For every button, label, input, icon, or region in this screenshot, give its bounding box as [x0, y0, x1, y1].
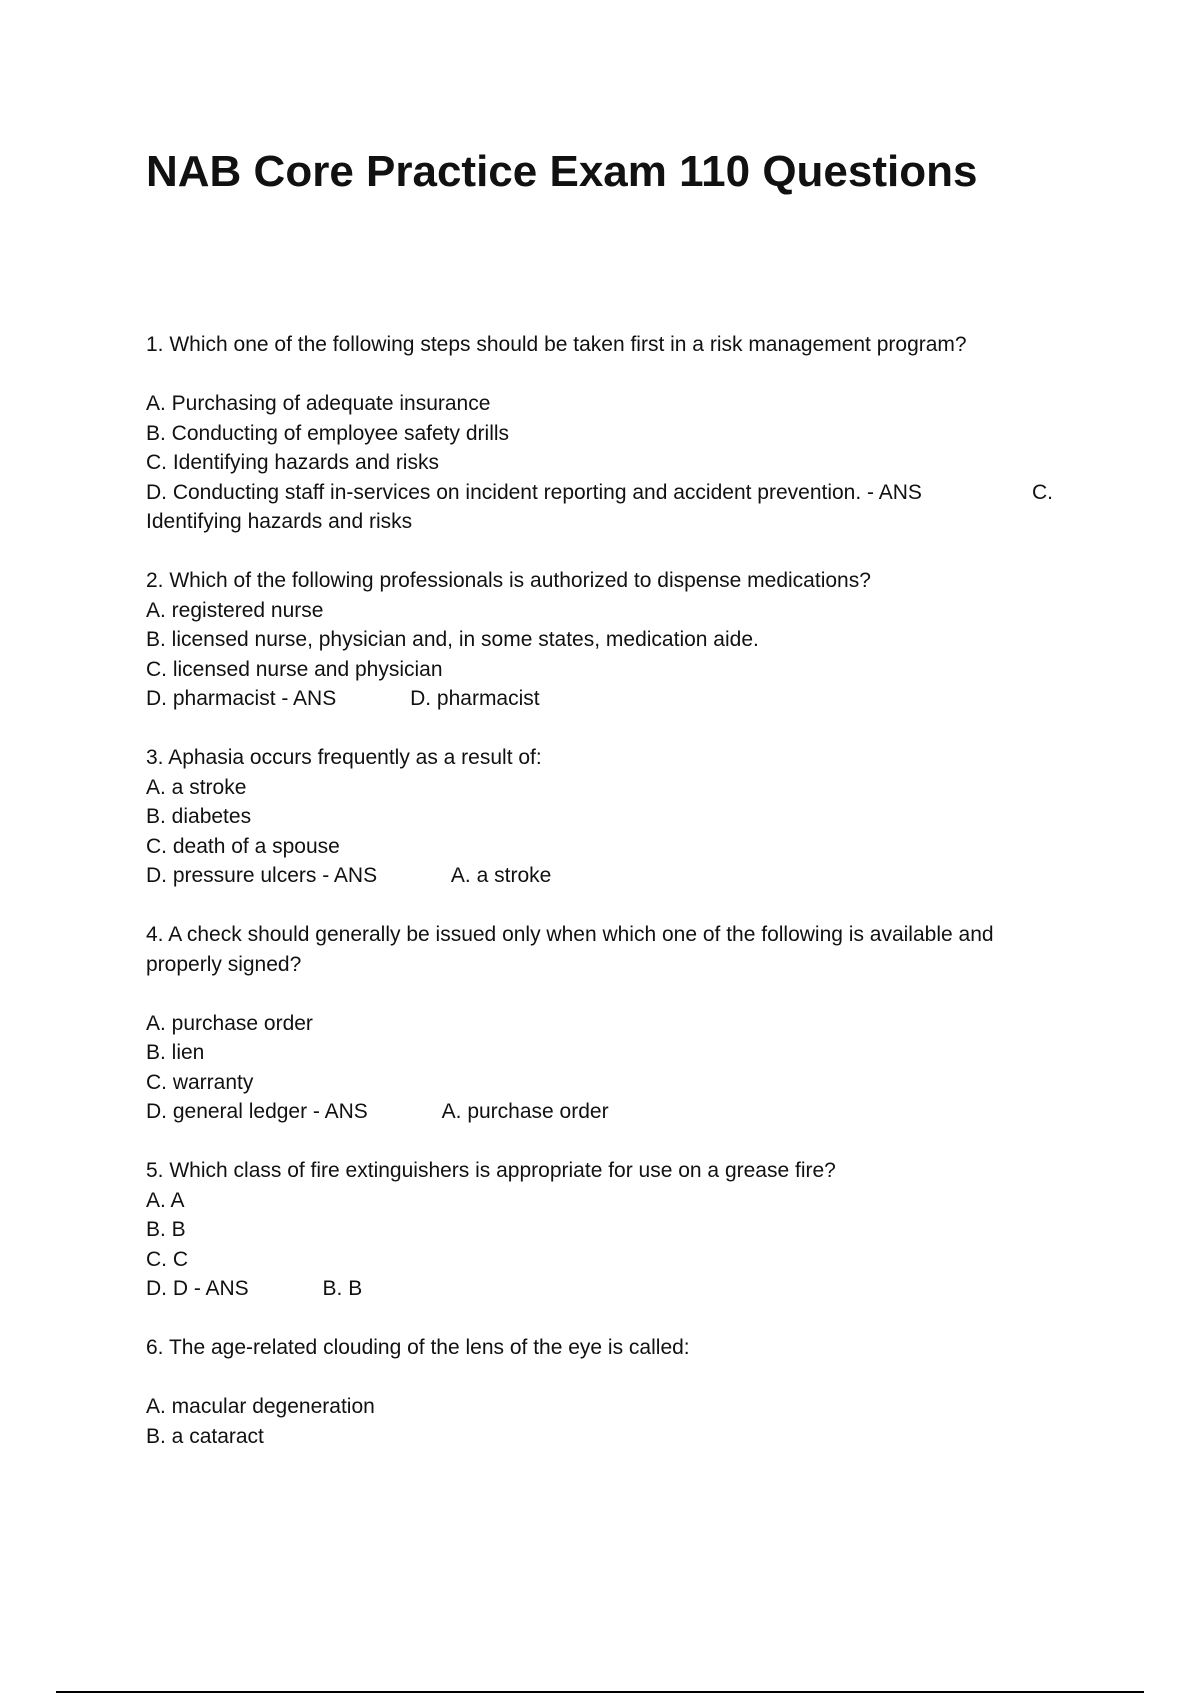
spacer: [146, 1304, 1066, 1334]
spacer: [146, 714, 1066, 744]
spacer: [146, 891, 1066, 921]
answer-text: B. B: [322, 1277, 363, 1300]
answer-text: A. a stroke: [450, 864, 552, 887]
option-b: B. lien: [146, 1041, 205, 1064]
question-2: [146, 566, 1066, 714]
option-a: A. macular degeneration: [146, 1395, 375, 1418]
option-a: A. Purchasing of adequate insurance: [146, 392, 491, 415]
option-a: A. a stroke: [146, 775, 247, 799]
page-title: NAB Core Practice Exam 110 Questions: [146, 147, 978, 196]
spacer: [146, 979, 1066, 1009]
answer-prefix: C.: [1032, 480, 1053, 504]
option-d-row: [146, 861, 1066, 891]
question-stem: 6. The age-related clouding of the lens of the eye is called:: [146, 1336, 690, 1359]
spacer: [146, 537, 1066, 567]
question-3: [146, 743, 1066, 891]
option-d-row: [146, 1097, 1066, 1127]
answer-text: Identifying hazards and risks: [146, 510, 413, 533]
option-c: C. C: [146, 1247, 188, 1271]
option-d: D. D - ANS: [146, 1277, 249, 1300]
question-stem: 2. Which of the following professionals is authorized to dispense medications?: [146, 569, 871, 592]
spacer: [146, 1127, 1066, 1157]
spacer: [146, 360, 1066, 390]
option-c: C. warranty: [146, 1070, 254, 1094]
option-b: B. diabetes: [146, 805, 252, 828]
option-d-row: [146, 684, 1066, 714]
option-d-row: [146, 1274, 1066, 1304]
answer-text: A. purchase order: [441, 1100, 609, 1123]
question-1: [146, 330, 1066, 537]
question-stem: 3. Aphasia occurs frequently as a result of:: [146, 746, 542, 769]
question-list: [146, 330, 1066, 1451]
option-d: D. general ledger - ANS: [146, 1100, 368, 1123]
option-b: B. Conducting of employee safety drills: [146, 421, 510, 445]
option-b: B. a cataract: [146, 1424, 264, 1448]
question-stem: 5. Which class of fire extinguishers is appropriate for use on a grease fire?: [146, 1159, 836, 1182]
question-6: [146, 1333, 1066, 1451]
option-c: C. Identifying hazards and risks: [146, 451, 439, 474]
question-stem-line-2: properly signed?: [146, 952, 302, 976]
option-c: C. death of a spouse: [146, 834, 340, 858]
question-stem-line-1: 4. A check should generally be issued only when which one of the following is available and: [146, 923, 994, 946]
option-d: D. pharmacist - ANS: [146, 687, 337, 710]
answer-text: D. pharmacist: [410, 687, 540, 710]
option-d: D. Conducting staff in-services on incident reporting and accident prevention. - ANS: [146, 480, 922, 504]
option-a: A. registered nurse: [146, 598, 324, 622]
option-d: D. pressure ulcers - ANS: [146, 864, 378, 887]
option-b: B. licensed nurse, physician and, in some states, medication aide.: [146, 628, 759, 651]
option-a: A. A: [146, 1188, 185, 1212]
option-c: C. licensed nurse and physician: [146, 657, 443, 681]
question-stem: 1. Which one of the following steps should be taken first in a risk management program?: [146, 333, 967, 356]
option-d-row: [146, 478, 1066, 508]
question-4: [146, 920, 1066, 1127]
footer-divider: [56, 1691, 1144, 1693]
option-a: A. purchase order: [146, 1011, 313, 1035]
option-b: B. B: [146, 1218, 186, 1241]
spacer: [146, 1363, 1066, 1393]
question-5: [146, 1156, 1066, 1304]
